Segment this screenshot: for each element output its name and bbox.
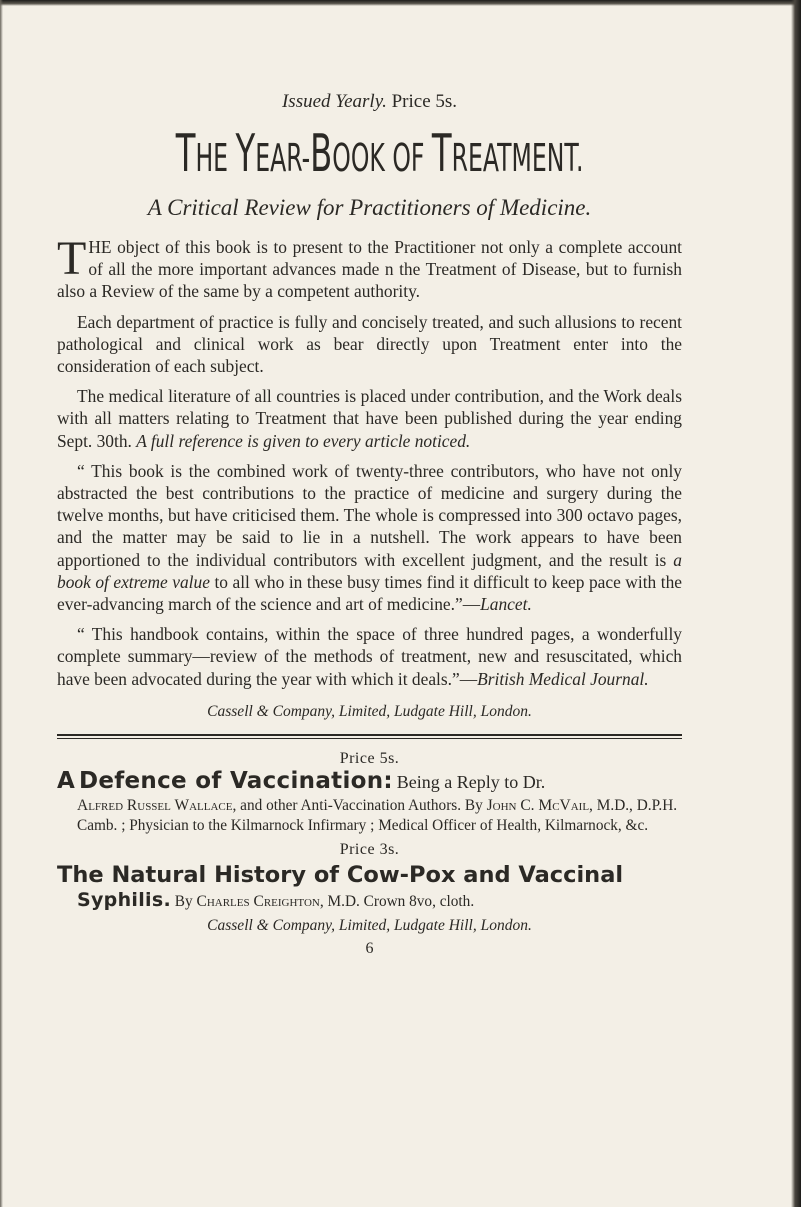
title-word-of: OF xyxy=(392,136,432,180)
paragraph-literature-italic: A full reference is given to every article noticed. xyxy=(136,430,471,451)
ad1-entry xyxy=(57,767,682,794)
title-word-year: EAR- xyxy=(255,136,311,180)
issued-line xyxy=(57,90,682,114)
quote-lancet-end: to all who in these busy times find it difficult to keep pace with the ever-advancing march of the science and art of medicine.”— xyxy=(57,571,682,615)
page-content xyxy=(57,90,682,958)
title-word-treatment: REATMENT. xyxy=(451,136,584,180)
title-word-the: HE xyxy=(195,136,236,180)
paragraph-object xyxy=(57,232,682,303)
ad2-desc: M.D. Crown 8vo, cloth. xyxy=(327,892,475,910)
ad2-title-cont: Syphilis. xyxy=(77,888,171,911)
title-letter-t2: T xyxy=(431,124,452,184)
page-left-shadow xyxy=(0,0,3,1207)
ad1-description xyxy=(57,796,682,836)
quote-lancet xyxy=(57,460,682,615)
quote-bmj xyxy=(57,623,682,690)
quote-bmj-source: British Medical Journal. xyxy=(477,668,649,689)
title-letter-y: Y xyxy=(235,124,256,184)
ad1-desc3: M.D., D.P.H. Camb. ; Physician to the Kilmarnock Infirmary ; Medical Officer of Health, Kilmarnock, &c. xyxy=(77,796,678,834)
ad1-price: Price 5s. xyxy=(339,749,400,767)
title-letter-t: T xyxy=(175,124,196,184)
ad1-desc1: Being a Reply to Dr. xyxy=(396,771,546,792)
title-word-book: OOK xyxy=(332,136,393,180)
ad2-by: By xyxy=(174,892,193,910)
paragraph-object-text: HE object of this book is to present to the Practitioner not only a complete account of all the more important advances made n the Treatment of Disease, but to furnish also a Review of the same by a competent authority. xyxy=(57,237,682,302)
quote-lancet-source: Lancet. xyxy=(480,594,532,615)
page-top-shadow xyxy=(0,0,801,6)
ad1-desc2: and other Anti-Vaccination Authors. By xyxy=(240,796,483,814)
page-right-shadow xyxy=(791,0,801,1207)
ad1-author: Alfred Russel Wallace, xyxy=(77,796,237,814)
quote-lancet-text: “ This book is the combined work of twenty-three contributors, who have not only abstracted the best contributions to the practice of medicine and surgery during the twelve months, but have criticised them. The whole is compressed into 300 octavo pages, and the matter may be said to lie in a nutshell. The work appears to have been apportioned to the individual contributors with excellent judgment, and the result is xyxy=(57,460,682,570)
book-title xyxy=(175,124,584,186)
paragraph-literature-text: The medical literature of all countries is placed under contribution, and the Work deals with all matters relating to Treatment that have been published during the year ending Sept. 30th. xyxy=(57,386,682,451)
ad1-author2: John C. McVail, xyxy=(486,796,593,814)
ad2-title: The Natural History of Cow-Pox and Vaccinal xyxy=(57,861,624,888)
issued-price: Price 5s. xyxy=(391,91,458,112)
ad1-title-letter: A xyxy=(57,767,76,794)
divider-rule xyxy=(57,734,682,739)
quote-bmj-text: “ This handbook contains, within the space of three hundred pages, a wonderfully complete summary—review of the methods of treatment, new and resuscitated, which have been advocated during the year with which it deals.”— xyxy=(57,624,682,689)
paragraph-literature xyxy=(57,385,682,452)
drop-cap: T xyxy=(57,232,87,285)
ad1-title: Defence of Vaccination: xyxy=(78,767,393,794)
publisher-imprint-2: Cassell & Company, Limited, Ludgate Hill, London. xyxy=(207,916,532,934)
ad2-price: Price 3s. xyxy=(339,840,400,858)
subtitle: A Critical Review for Practitioners of Medicine. xyxy=(147,195,592,220)
issued-label: Issued Yearly. xyxy=(281,91,387,112)
page-number: 6 xyxy=(365,939,374,957)
paragraph-departments: Each department of practice is fully and concisely treated, and such allusions to recent pathological and clinical work as bear directly upon Treatment enter into the consideration of each subject. xyxy=(57,311,682,377)
ad2-description xyxy=(57,890,682,912)
ad2-author: Charles Creighton, xyxy=(196,892,324,910)
publisher-imprint: Cassell & Company, Limited, Ludgate Hill, London. xyxy=(207,702,532,720)
title-letter-b: B xyxy=(310,124,333,184)
quote-lancet-italic: a book of extreme value xyxy=(57,549,682,592)
